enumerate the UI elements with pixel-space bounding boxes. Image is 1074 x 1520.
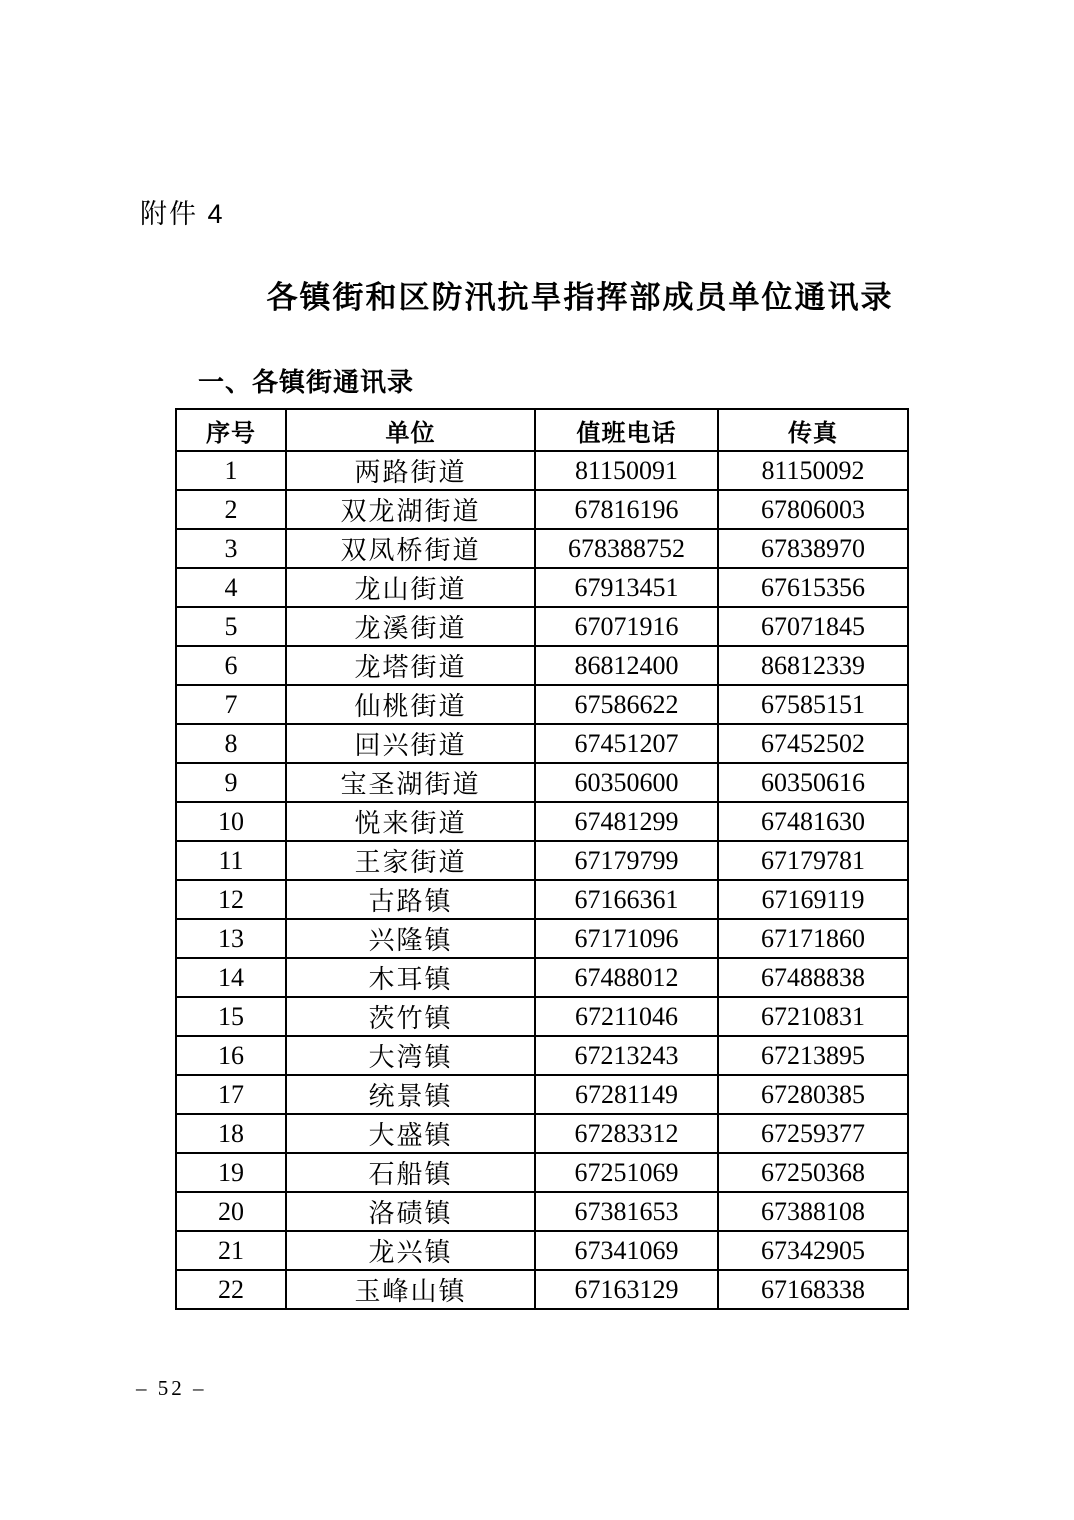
table-row — [176, 958, 908, 997]
row-index: 18 — [176, 1114, 286, 1153]
table-row — [176, 568, 908, 607]
unit-name: 洛碛镇 — [286, 1192, 535, 1231]
duty-phone-number: 67071916 — [535, 607, 718, 646]
unit-name: 古路镇 — [286, 880, 535, 919]
unit-name: 宝圣湖街道 — [286, 763, 535, 802]
row-index: 5 — [176, 607, 286, 646]
row-index: 2 — [176, 490, 286, 529]
duty-phone-number: 67341069 — [535, 1231, 718, 1270]
table-row — [176, 997, 908, 1036]
table-row — [176, 763, 908, 802]
duty-phone-number: 67213243 — [535, 1036, 718, 1075]
table-row — [176, 1036, 908, 1075]
duty-phone-number: 81150091 — [535, 451, 718, 490]
fax-number: 60350616 — [718, 763, 908, 802]
unit-name: 大盛镇 — [286, 1114, 535, 1153]
table-body — [176, 451, 908, 1309]
duty-phone-number: 67586622 — [535, 685, 718, 724]
row-index: 11 — [176, 841, 286, 880]
unit-name: 双龙湖街道 — [286, 490, 535, 529]
table-row — [176, 1114, 908, 1153]
fax-number: 67213895 — [718, 1036, 908, 1075]
duty-phone-number: 67211046 — [535, 997, 718, 1036]
row-index: 3 — [176, 529, 286, 568]
duty-phone-number: 67283312 — [535, 1114, 718, 1153]
duty-phone-number: 67281149 — [535, 1075, 718, 1114]
unit-name: 龙塔街道 — [286, 646, 535, 685]
duty-phone-number: 67179799 — [535, 841, 718, 880]
row-index: 21 — [176, 1231, 286, 1270]
unit-name: 回兴街道 — [286, 724, 535, 763]
duty-phone-number: 67163129 — [535, 1270, 718, 1309]
fax-number: 67481630 — [718, 802, 908, 841]
table-row — [176, 880, 908, 919]
unit-name: 龙山街道 — [286, 568, 535, 607]
duty-phone-number: 67171096 — [535, 919, 718, 958]
unit-name: 木耳镇 — [286, 958, 535, 997]
duty-phone-number: 86812400 — [535, 646, 718, 685]
table-row — [176, 1075, 908, 1114]
duty-phone-number: 67166361 — [535, 880, 718, 919]
table-row — [176, 1270, 908, 1309]
duty-phone-number: 67913451 — [535, 568, 718, 607]
table-row — [176, 646, 908, 685]
table-row — [176, 451, 908, 490]
row-index: 22 — [176, 1270, 286, 1309]
unit-name: 龙溪街道 — [286, 607, 535, 646]
unit-name: 茨竹镇 — [286, 997, 535, 1036]
row-index: 10 — [176, 802, 286, 841]
fax-number: 67806003 — [718, 490, 908, 529]
table-row — [176, 490, 908, 529]
row-index: 15 — [176, 997, 286, 1036]
table-header-row — [176, 409, 908, 451]
duty-phone-number: 67451207 — [535, 724, 718, 763]
unit-name: 龙兴镇 — [286, 1231, 535, 1270]
table-row — [176, 1192, 908, 1231]
unit-name: 王家街道 — [286, 841, 535, 880]
row-index: 19 — [176, 1153, 286, 1192]
section-heading: 一、各镇街通讯录 — [198, 367, 415, 397]
unit-name: 两路街道 — [286, 451, 535, 490]
duty-phone-number: 678388752 — [535, 529, 718, 568]
fax-number: 67179781 — [718, 841, 908, 880]
row-index: 16 — [176, 1036, 286, 1075]
unit-name: 玉峰山镇 — [286, 1270, 535, 1309]
fax-number: 67585151 — [718, 685, 908, 724]
fax-number: 67342905 — [718, 1231, 908, 1270]
fax-number: 67169119 — [718, 880, 908, 919]
fax-number: 67071845 — [718, 607, 908, 646]
fax-number: 67280385 — [718, 1075, 908, 1114]
row-index: 8 — [176, 724, 286, 763]
table-row — [176, 1153, 908, 1192]
fax-number: 86812339 — [718, 646, 908, 685]
row-index: 20 — [176, 1192, 286, 1231]
table-row — [176, 724, 908, 763]
unit-name: 仙桃街道 — [286, 685, 535, 724]
document-title: 各镇街和区防汛抗旱指挥部成员单位通讯录 — [266, 280, 894, 315]
table-row — [176, 802, 908, 841]
row-index: 13 — [176, 919, 286, 958]
attachment-label: 附件 4 — [140, 199, 225, 229]
table-row — [176, 685, 908, 724]
table-row — [176, 529, 908, 568]
fax-number: 67250368 — [718, 1153, 908, 1192]
table-row — [176, 841, 908, 880]
fax-number: 67488838 — [718, 958, 908, 997]
row-index: 7 — [176, 685, 286, 724]
duty-phone-number: 67481299 — [535, 802, 718, 841]
contact-table — [175, 408, 909, 1310]
unit-name: 悦来街道 — [286, 802, 535, 841]
fax-number: 67171860 — [718, 919, 908, 958]
row-index: 14 — [176, 958, 286, 997]
table-row — [176, 1231, 908, 1270]
unit-name: 统景镇 — [286, 1075, 535, 1114]
table-row — [176, 607, 908, 646]
row-index: 1 — [176, 451, 286, 490]
fax-number: 67452502 — [718, 724, 908, 763]
duty-phone-number: 67381653 — [535, 1192, 718, 1231]
duty-phone-number: 67488012 — [535, 958, 718, 997]
fax-number: 81150092 — [718, 451, 908, 490]
row-index: 4 — [176, 568, 286, 607]
column-header-unit: 单位 — [286, 409, 535, 451]
duty-phone-number: 60350600 — [535, 763, 718, 802]
unit-name: 双凤桥街道 — [286, 529, 535, 568]
fax-number: 67615356 — [718, 568, 908, 607]
duty-phone-number: 67251069 — [535, 1153, 718, 1192]
unit-name: 兴隆镇 — [286, 919, 535, 958]
fax-number: 67838970 — [718, 529, 908, 568]
row-index: 12 — [176, 880, 286, 919]
row-index: 6 — [176, 646, 286, 685]
column-header-duty-phone: 值班电话 — [535, 409, 718, 451]
fax-number: 67259377 — [718, 1114, 908, 1153]
column-header-fax: 传真 — [718, 409, 908, 451]
fax-number: 67388108 — [718, 1192, 908, 1231]
duty-phone-number: 67816196 — [535, 490, 718, 529]
column-header-index: 序号 — [176, 409, 286, 451]
page-number: – 52 – — [136, 1376, 207, 1400]
row-index: 17 — [176, 1075, 286, 1114]
row-index: 9 — [176, 763, 286, 802]
fax-number: 67210831 — [718, 997, 908, 1036]
table-row — [176, 919, 908, 958]
unit-name: 大湾镇 — [286, 1036, 535, 1075]
fax-number: 67168338 — [718, 1270, 908, 1309]
unit-name: 石船镇 — [286, 1153, 535, 1192]
